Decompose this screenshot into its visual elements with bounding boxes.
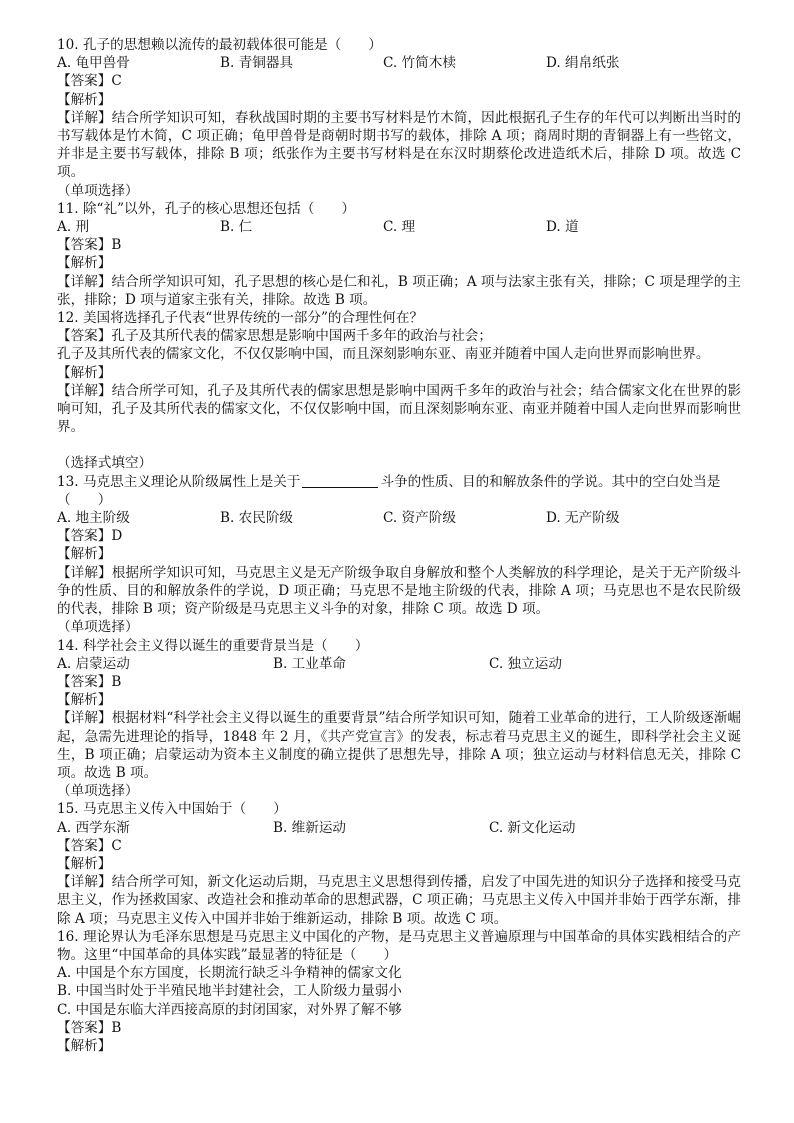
stem-paren: （ ） — [57, 491, 112, 508]
analysis-label: 【解析】 — [57, 855, 112, 872]
option-a: A. 地主阶级 — [57, 510, 130, 527]
question-type-label: （单项选择） — [57, 783, 139, 800]
option-a: A. 龟甲兽骨 — [57, 55, 130, 72]
option-a: A. 启蒙运动 — [57, 655, 130, 672]
option-b: B. 维新运动 — [273, 819, 347, 836]
fill-blank — [302, 473, 378, 488]
options-row — [57, 509, 741, 527]
option-d: D. 绢帛纸张 — [546, 55, 620, 72]
answer-line: 【答案】孔子及其所代表的儒家思想是影响中国两千多年的政治与社会； — [57, 328, 492, 345]
question-16 — [57, 928, 741, 1055]
question-14 — [57, 637, 741, 801]
option-c: C. 独立运动 — [489, 655, 562, 672]
option-a: A. 刑 — [57, 219, 90, 236]
stem-before-blank: 13. 马克思主义理论从阶级属性上是关于 — [57, 473, 301, 490]
answer-continuation: 孔子及其所代表的儒家文化，不仅仅影响中国，而且深刻影响东亚、南亚并随着中国人走向世界而影响世界。 — [57, 346, 710, 363]
detail-text: 【详解】结合所学可知，孔子及其所代表的儒家思想是影响中国两千多年的政治与社会；结合儒家文化在世界的影响可知，孔子及其所代表的儒家文化，不仅仅影响中国，而且深刻影响东亚、南亚并随着中国人走向世界而影响世界。 — [57, 382, 741, 436]
question-stem: 15. 马克思主义传入中国始于（ ） — [57, 801, 287, 818]
option-b: B. 青铜器具 — [220, 55, 294, 72]
question-stem: 16. 理论界认为毛泽东思想是马克思主义中国化的产物，是马克思主义普遍原理与中国革命的具体实践相结合的产物。这里“中国革命的具体实践”最显著的特征是（ ） — [57, 928, 741, 963]
question-11 — [57, 200, 741, 309]
question-stem: 11. 除“礼”以外，孔子的核心思想还包括（ ） — [57, 200, 356, 217]
options-row — [57, 655, 741, 673]
answer-line: 【答案】B — [57, 1019, 122, 1036]
answer-line: 【答案】D — [57, 528, 123, 545]
spacer — [57, 436, 741, 454]
detail-text: 【详解】根据材料“科学社会主义得以诞生的重要背景”结合所学知识可知，随着工业革命的进行，工人阶级逐渐崛起，急需先进理论的指导，1848 年 2 月，《共产党宣言》的发表，标志着马克思主义的诞生，即科学社会主义诞生，B 项正确；启蒙运动为资本主义制度的确立提供了思想先导，排除 A 项；独立运动与材料信息无关，排除 C 项。故选 B 项。 — [57, 710, 741, 781]
option-a: A. 西学东渐 — [57, 819, 130, 836]
option-b: B. 中国当时处于半殖民地半封建社会，工人阶级力量弱小 — [57, 983, 402, 1000]
options-row — [57, 54, 741, 72]
analysis-label: 【解析】 — [57, 91, 112, 108]
question-12 — [57, 309, 741, 473]
options-row — [57, 218, 741, 236]
question-10 — [57, 36, 741, 200]
option-b: B. 仁 — [220, 219, 253, 236]
question-type-label: （选择式填空） — [57, 455, 153, 472]
analysis-label: 【解析】 — [57, 255, 112, 272]
detail-text: 【详解】结合所学知识可知，孔子思想的核心是仁和礼，B 项正确；A 项与法家主张有关，排除；C 项是理学的主张，排除；D 项与道家主张有关，排除。故选 B 项。 — [57, 273, 741, 308]
detail-text: 【详解】结合所学知识可知，春秋战国时期的主要书写材料是竹木简，因此根据孔子生存的年代可以判断出当时的书写载体是竹木简，C 项正确；龟甲兽骨是商朝时期书写的载体，排除 A 项；商周时期的青铜器上有一些铭文，并非是主要书写载体，排除 B 项；纸张作为主要书写材料是在东汉时期蔡伦改进造纸术后，排除 D 项。故选 C 项。 — [57, 109, 741, 181]
question-13 — [57, 473, 741, 637]
option-c: C. 竹简木椟 — [383, 55, 456, 72]
option-a: A. 中国是个东方国度，长期流行缺乏斗争精神的儒家文化 — [57, 965, 402, 982]
document-page — [57, 36, 741, 1055]
option-c: C. 理 — [383, 219, 416, 236]
question-stem: 10. 孔子的思想赖以流传的最初载体很可能是（ ） — [57, 37, 383, 53]
question-stem: 12. 美国将选择孔子代表“世界传统的一部分”的合理性何在？ — [57, 310, 424, 327]
answer-line: 【答案】C — [57, 837, 122, 854]
answer-line: 【答案】B — [57, 673, 122, 690]
answer-line: 【答案】C — [57, 73, 122, 90]
question-type-label: （单项选择） — [57, 619, 139, 636]
option-d: D. 道 — [546, 219, 579, 236]
analysis-label: 【解析】 — [57, 692, 112, 709]
option-b: B. 工业革命 — [273, 655, 347, 672]
option-c: C. 中国是东临大洋西接高原的封闭国家，对外界了解不够 — [57, 1001, 402, 1018]
analysis-label: 【解析】 — [57, 1037, 112, 1054]
detail-text: 【详解】结合所学可知，新文化运动后期，马克思主义思想得到传播，启发了中国先进的知识分子选择和接受马克思主义，作为拯救国家、改造社会和推动革命的思想武器，C 项正确；马克思主义传入中国并非始于西学东渐，排除 A 项；马克思主义传入中国并非始于维新运动，排除 B 项。故选 C 项。 — [57, 874, 741, 927]
stem-after-blank: 斗争的性质、目的和解放条件的学说。其中的空白处当是 — [380, 473, 721, 490]
option-b: B. 农民阶级 — [220, 510, 294, 527]
analysis-label: 【解析】 — [57, 546, 112, 563]
question-stem — [57, 473, 741, 491]
option-c: C. 资产阶级 — [383, 510, 456, 527]
answer-line: 【答案】B — [57, 237, 122, 254]
question-15 — [57, 800, 741, 927]
question-stem: 14. 科学社会主义得以诞生的重要背景当是（ ） — [57, 637, 369, 654]
question-type-label: （单项选择） — [57, 182, 139, 199]
detail-text: 【详解】根据所学知识可知，马克思主义是无产阶级争取自身解放和整个人类解放的科学理论，是关于无产阶级斗争的性质、目的和解放条件的学说，D 项正确；马克思不是地主阶级的代表，排除 A 项；马克思也不是农民阶级的代表，排除 B 项；资产阶级是马克思主义斗争的对象，排除 C 项。故选 D 项。 — [57, 564, 741, 618]
options-row — [57, 819, 741, 837]
option-d: D. 无产阶级 — [546, 510, 620, 527]
option-c: C. 新文化运动 — [489, 819, 576, 836]
analysis-label: 【解析】 — [57, 364, 112, 381]
